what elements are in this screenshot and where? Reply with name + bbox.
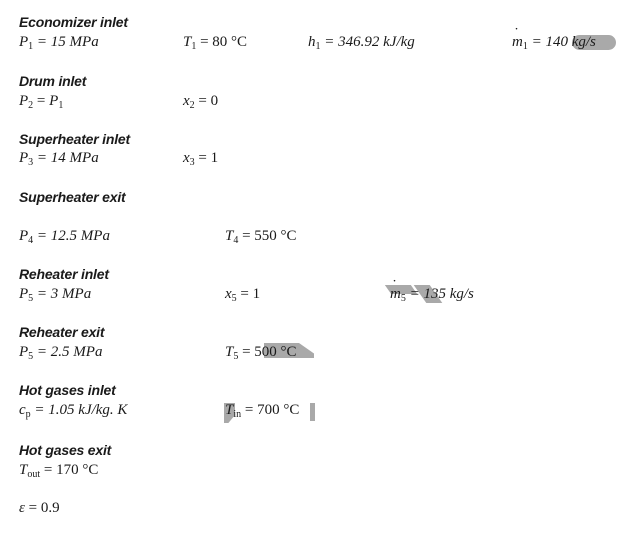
economizer-inlet-heading: Economizer inlet (19, 14, 128, 30)
economizer-inlet-temperature: $T_1 = 80$ °C (183, 34, 248, 52)
hot-gases-exit-temperature: $T_{out} = 170$ °C (19, 462, 99, 480)
economizer-inlet-pressure: $P_1 = 15$ MPa (19, 34, 99, 52)
drum-inlet-quality: $x_2 = 0$ (183, 93, 219, 111)
highlight-mark (310, 403, 315, 421)
reheater-exit-pressure: $P_5 = 2.5$ MPa (19, 344, 103, 362)
drum-inlet-heading: Drum inlet (19, 73, 87, 89)
reheater-inlet-pressure: $P_5 = 3$ MPa (19, 286, 92, 304)
superheater-inlet-quality: $x_3 = 1$ (183, 150, 219, 168)
reheater-exit-heading: Reheater exit (19, 324, 105, 340)
superheater-inlet-heading: Superheater inlet (19, 131, 130, 147)
superheater-inlet-pressure: $P_3 = 14$ MPa (19, 150, 99, 168)
effectiveness-value: ε = 0.9 (19, 500, 60, 516)
hot-gases-inlet-specific-heat: $c_p = 1.05$ kJ/kg. K (19, 402, 128, 420)
economizer-inlet-enthalpy: $h_1 = 346.92$ kJ/kg (308, 34, 415, 52)
reheater-inlet-mass-flow: m $˙_5 = 135$ kg/s (390, 286, 474, 303)
reheater-inlet-quality: $x_5 = 1$ (225, 286, 261, 304)
superheater-exit-pressure: $P_4 = 12.5$ MPa (19, 228, 110, 246)
reheater-exit-temperature: $T_5 = 500$ °C (225, 344, 297, 362)
superheater-exit-temperature: $T_4 = 550$ °C (225, 228, 297, 246)
superheater-exit-heading: Superheater exit (19, 189, 126, 205)
hot-gases-exit-heading: Hot gases exit (19, 442, 112, 458)
hot-gases-inlet-heading: Hot gases inlet (19, 382, 116, 398)
hot-gases-inlet-temperature: $T_{in} = 700$ °C (225, 402, 300, 420)
drum-inlet-pressure: $P_2 = P_1$ (19, 93, 64, 111)
economizer-inlet-mass-flow: m $˙_1 = 140$ kg/s (512, 34, 596, 51)
reheater-inlet-heading: Reheater inlet (19, 266, 109, 282)
